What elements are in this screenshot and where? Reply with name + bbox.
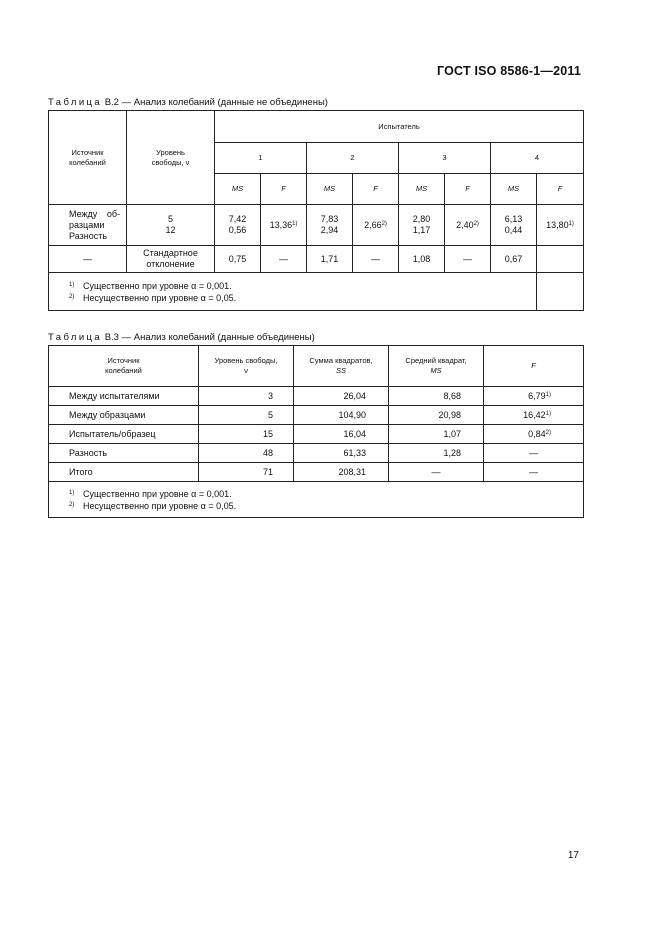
table-b3-ss: 208,31	[294, 463, 389, 482]
table-b3-source: Испытатель/образец	[49, 425, 199, 444]
header-line: SS	[335, 366, 346, 375]
footnote-ref: 1)	[568, 221, 574, 227]
table-b2-caption-word: Таблица	[48, 97, 103, 108]
footnote-text: Несущественно при уровне α = 0,05.	[83, 501, 237, 511]
table-b3-footnotes	[49, 482, 584, 518]
table-b3-caption	[48, 332, 315, 343]
footnote-text: Несущественно при уровне α = 0,05.	[83, 293, 237, 303]
ms-value: 6,13	[504, 214, 523, 224]
table-b3-caption-text: В.3 — Анализ колебаний (данные объединены)	[104, 332, 315, 343]
table-b2-t4-ms	[491, 205, 537, 246]
table-b2-sd-t3-ms: 1,08	[399, 246, 445, 273]
source-line: разцами	[69, 219, 105, 230]
table-b3-caption-word: Таблица	[48, 332, 103, 343]
table-b2-t1-ms	[215, 205, 261, 246]
table-b3-f	[484, 387, 584, 406]
table-row	[49, 406, 584, 425]
f-value: 6,79	[528, 391, 546, 401]
footnote	[69, 292, 536, 304]
table-b3-dof: 3	[199, 387, 294, 406]
table-b3-dof: 48	[199, 444, 294, 463]
table-b2-f-header-1: F	[261, 174, 307, 205]
table-b2-footnotes	[49, 273, 537, 311]
footnote-text: Существенно при уровне α = 0,001.	[83, 281, 232, 291]
footnote-mark: 2)	[69, 502, 75, 508]
table-b2-sd-t2-ms: 1,71	[307, 246, 353, 273]
source-line: Разность	[69, 230, 108, 241]
table-b3-header-ss	[294, 346, 389, 387]
header-line: MS	[430, 366, 442, 375]
table-b3-source: Разность	[49, 444, 199, 463]
source-line: Между об-	[69, 208, 120, 219]
table-b3-ss: 104,90	[294, 406, 389, 425]
table-b2-f-header-3: F	[445, 174, 491, 205]
footnote-ref: 1)	[292, 221, 298, 227]
table-b2-caption	[48, 97, 328, 108]
footnote	[69, 500, 583, 512]
table-b2-ms-header-2: MS	[307, 174, 353, 205]
footnote-mark: 2)	[69, 294, 75, 300]
f-value: 16,42	[523, 410, 546, 420]
table-b2-sd-t3-f: —	[445, 246, 491, 273]
table-b2-dof-cell	[127, 205, 215, 246]
table-b3-header-ms	[389, 346, 484, 387]
table-b3	[48, 345, 584, 518]
table-b2-sd-t4-ms: 0,67	[491, 246, 537, 273]
table-b2-ms-header-1: MS	[215, 174, 261, 205]
table-b2-f-header-4: F	[537, 174, 584, 205]
footnote	[69, 280, 536, 292]
f-value: 0,84	[528, 429, 546, 439]
ms-value: 7,83	[320, 214, 339, 224]
f-value: —	[529, 467, 538, 477]
f-value: 13,80	[546, 220, 569, 230]
footnote-ref: 2)	[473, 221, 479, 227]
table-b2-sd-t2-f: —	[353, 246, 399, 273]
table-b2-tester-3: 3	[399, 143, 491, 174]
ms-value: 0,56	[228, 225, 247, 235]
table-b2-t4-f	[537, 205, 584, 246]
table-b2-t3-ms	[399, 205, 445, 246]
table-b2-sd-t1-ms: 0,75	[215, 246, 261, 273]
table-row	[49, 387, 584, 406]
f-value: 2,66	[364, 220, 382, 230]
table-b3-source: Между образцами	[49, 406, 199, 425]
document-header-title: ГОСТ ISO 8586-1—2011	[436, 64, 581, 78]
table-b2	[48, 110, 584, 311]
table-row	[49, 205, 584, 246]
table-b3-f	[484, 406, 584, 425]
table-b3-ss: 26,04	[294, 387, 389, 406]
table-b3-f	[484, 444, 584, 463]
table-b2-header-tester: Испытатель	[215, 111, 584, 143]
f-value: 13,36	[269, 220, 293, 230]
footnote-mark: 1)	[69, 490, 75, 496]
table-b3-ms: 20,98	[389, 406, 484, 425]
table-b3-header-f: F	[484, 346, 584, 387]
footnote-mark: 1)	[69, 282, 75, 288]
table-b2-ms-header-4: MS	[491, 174, 537, 205]
table-b3-ms: 8,68	[389, 387, 484, 406]
table-row	[49, 246, 584, 273]
ms-value: 2,94	[320, 225, 339, 235]
table-b2-t2-ms	[307, 205, 353, 246]
table-b2-source-cell	[49, 205, 127, 246]
table-row	[49, 463, 584, 482]
table-b3-ms: 1,07	[389, 425, 484, 444]
table-b3-header-dof: Уровень свободы, ν	[199, 346, 294, 387]
page-number: 17	[567, 850, 579, 861]
table-b2-f-header-2: F	[353, 174, 399, 205]
footnote-ref: 2)	[381, 221, 387, 227]
table-b2-header-source: Источник колебаний	[49, 111, 127, 205]
table-b2-caption-text: В.2 — Анализ колебаний (данные не объединены)	[104, 97, 328, 108]
ms-value: 0,44	[504, 225, 523, 235]
header-line: Сумма квадратов,	[309, 356, 373, 365]
table-b3-source: Между испытателями	[49, 387, 199, 406]
table-b2-t2-f	[353, 205, 399, 246]
ms-value: 2,80	[412, 214, 431, 224]
table-b2-header-dof: Уровень свободы, ν	[127, 111, 215, 205]
table-b2-sd-t4-f	[537, 246, 584, 273]
table-b3-ms: 1,28	[389, 444, 484, 463]
header-line: Средний квадрат,	[405, 356, 467, 365]
ms-value: 1,17	[412, 225, 431, 235]
table-b3-header-source: Источник колебаний	[49, 346, 199, 387]
table-b3-source: Итого	[49, 463, 199, 482]
table-b3-dof: 15	[199, 425, 294, 444]
table-row	[49, 444, 584, 463]
table-b3-ss: 16,04	[294, 425, 389, 444]
footnote-ref: 1)	[545, 392, 551, 398]
table-b2-t1-f	[261, 205, 307, 246]
table-b2-tester-2: 2	[307, 143, 399, 174]
table-b3-ms: —	[389, 463, 484, 482]
f-value: —	[529, 448, 538, 458]
footnote-text: Существенно при уровне α = 0,001.	[83, 489, 232, 499]
table-b3-dof: 71	[199, 463, 294, 482]
table-b3-ss: 61,33	[294, 444, 389, 463]
dof-value: 12	[165, 225, 176, 235]
table-b2-tester-4: 4	[491, 143, 584, 174]
f-value: 2,40	[456, 220, 474, 230]
table-b2-ms-header-3: MS	[399, 174, 445, 205]
table-b2-sd-t1-f: —	[261, 246, 307, 273]
table-b3-dof: 5	[199, 406, 294, 425]
table-b2-t3-f	[445, 205, 491, 246]
dof-value: 5	[167, 214, 173, 224]
table-b2-empty-cell	[537, 273, 584, 311]
table-b3-f	[484, 425, 584, 444]
table-b2-sd-label: Стандартное отклонение	[127, 246, 215, 273]
table-row	[49, 425, 584, 444]
table-b2-sd-source: —	[49, 246, 127, 273]
table-b3-f	[484, 463, 584, 482]
footnote-ref: 2)	[545, 430, 551, 436]
ms-value: 7,42	[228, 214, 247, 224]
footnote-ref: 1)	[545, 411, 551, 417]
footnote	[69, 488, 583, 500]
table-b2-tester-1: 1	[215, 143, 307, 174]
